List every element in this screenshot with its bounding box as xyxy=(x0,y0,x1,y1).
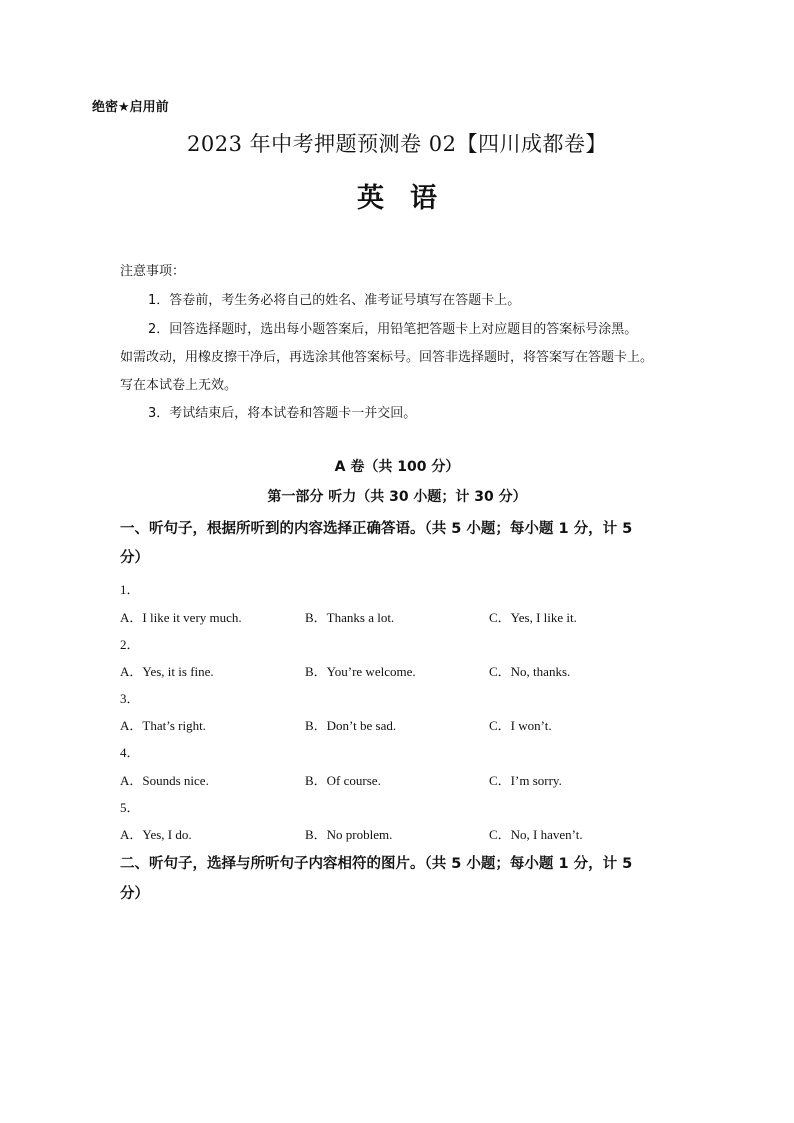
question-number: 2． xyxy=(120,637,140,652)
option-c[interactable]: C．I’m sorry. xyxy=(489,773,562,788)
section-2-heading-line-1: 二、听句子，选择与所听句子内容相符的图片。（共 5 小题；每小题 1 分，计 5 xyxy=(120,856,633,872)
notice-item-2-line-3: 写在本试卷上无效。 xyxy=(120,378,238,393)
option-b[interactable]: B．No problem. xyxy=(305,827,393,842)
confidential-label: 绝密★启用前 xyxy=(92,100,169,115)
section-1-heading-line-2: 分） xyxy=(120,550,149,566)
question-number: 1． xyxy=(120,582,140,597)
option-c[interactable]: C．No, I haven’t. xyxy=(489,827,583,842)
option-c[interactable]: C．Yes, I like it. xyxy=(489,610,577,625)
subject-title: 英语 xyxy=(357,183,463,214)
part-title: 第一部分 听力（共 30 小题；计 30 分） xyxy=(267,489,527,505)
option-b[interactable]: B．You’re welcome. xyxy=(305,664,416,679)
notice-heading: 注意事项： xyxy=(120,264,186,279)
question-number: 4． xyxy=(120,745,140,760)
section-1-heading-line-1: 一、听句子，根据所听到的内容选择正确答语。（共 5 小题；每小题 1 分，计 5 xyxy=(120,521,633,537)
notice-item-3: 3．考试结束后，将本试卷和答题卡一并交回。 xyxy=(148,406,417,421)
option-b[interactable]: B．Of course. xyxy=(305,773,381,788)
option-a[interactable]: A．Yes, it is fine. xyxy=(120,664,214,679)
exam-title: 2023 年中考押题预测卷 02【四川成都卷】 xyxy=(186,132,607,156)
volume-title: A 卷（共 100 分） xyxy=(334,459,460,475)
section-2-heading-line-2: 分） xyxy=(120,886,149,902)
question-number: 3． xyxy=(120,691,140,706)
option-c[interactable]: C．No, thanks. xyxy=(489,664,571,679)
option-a[interactable]: A．Sounds nice. xyxy=(120,773,209,788)
option-b[interactable]: B．Don’t be sad. xyxy=(305,718,397,733)
option-a[interactable]: A．That’s right. xyxy=(120,718,206,733)
option-b[interactable]: B．Thanks a lot. xyxy=(305,610,395,625)
option-a[interactable]: A．I like it very much. xyxy=(120,610,242,625)
notice-item-1: 1．答卷前，考生务必将自己的姓名、准考证号填写在答题卡上。 xyxy=(148,293,521,308)
option-c[interactable]: C．I won’t. xyxy=(489,718,552,733)
notice-item-2-line-1: 2．回答选择题时，选出每小题答案后，用铅笔把答题卡上对应题目的答案标号涂黑。 xyxy=(148,322,638,337)
question-number: 5． xyxy=(120,800,140,815)
option-a[interactable]: A．Yes, I do. xyxy=(120,827,192,842)
notice-item-2-line-2: 如需改动，用橡皮擦干净后，再选涂其他答案标号。回答非选择题时，将答案写在答题卡上。 xyxy=(120,350,654,365)
